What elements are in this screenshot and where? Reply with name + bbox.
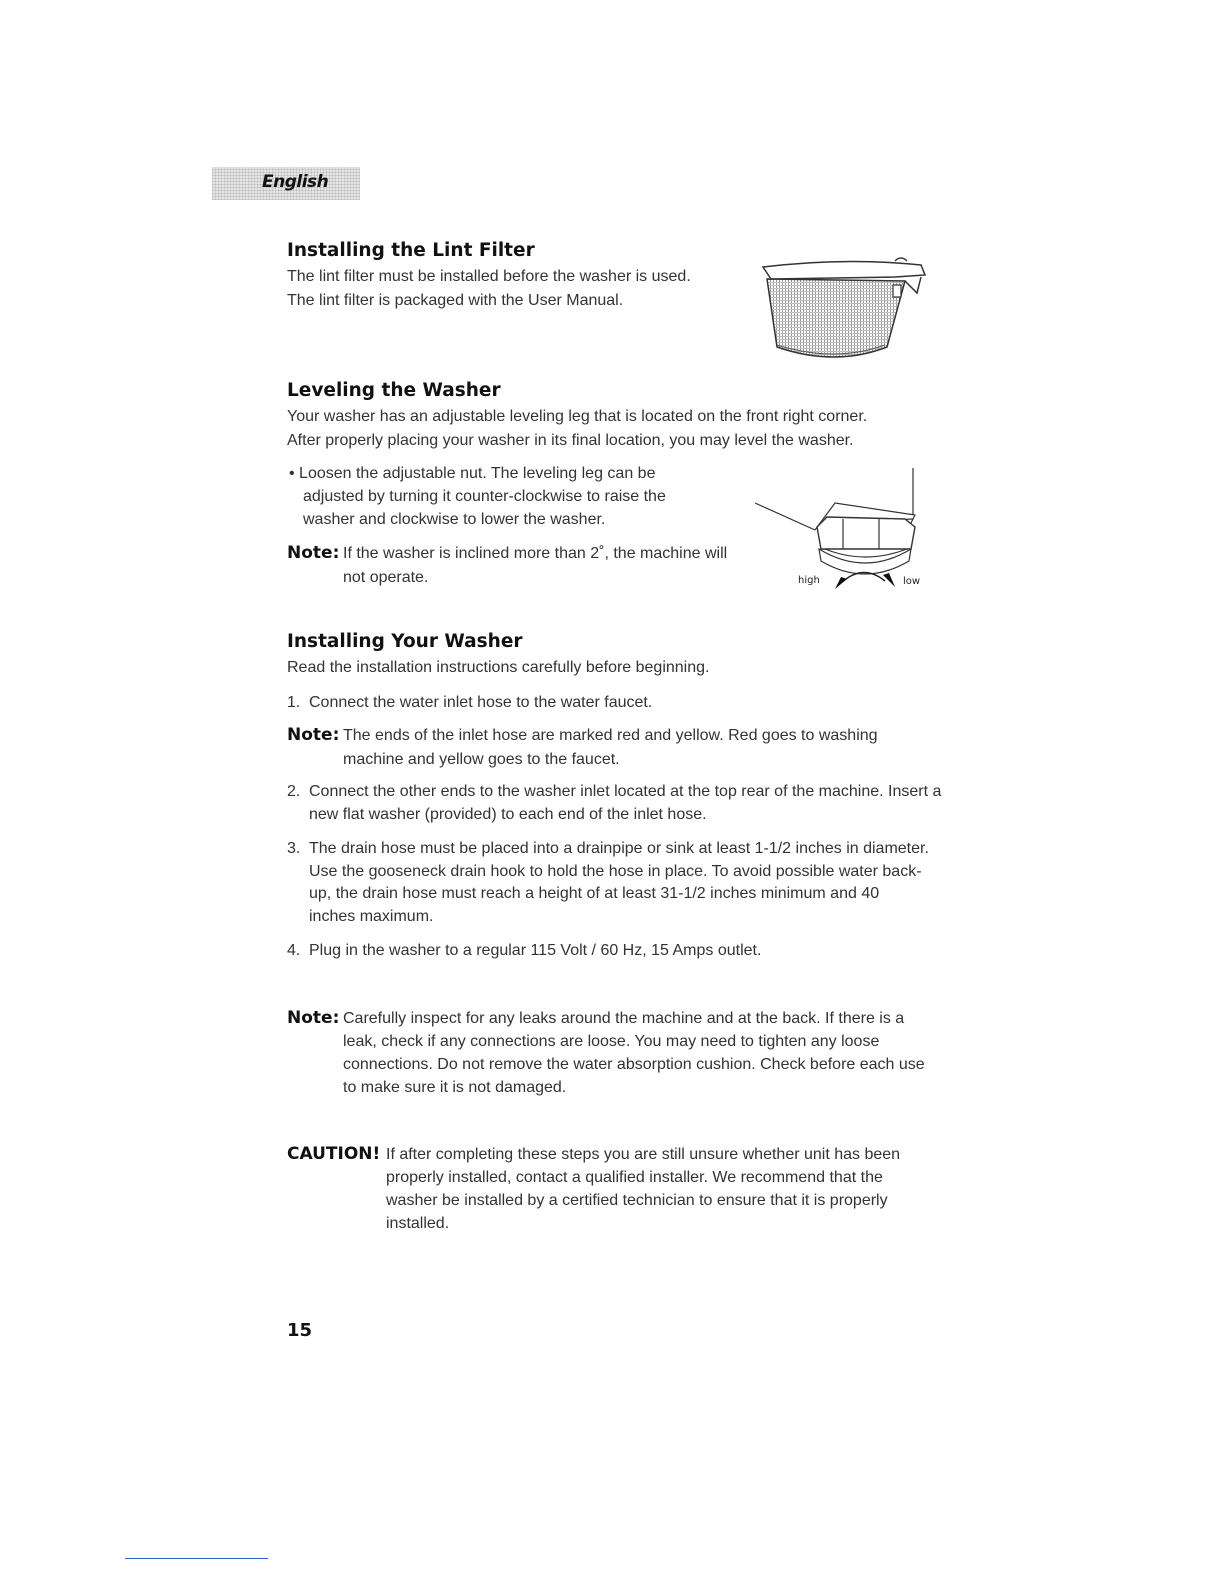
installing-intro: Read the installation instructions carefully before beginning.	[287, 659, 710, 676]
install-note	[287, 724, 927, 772]
language-label: English	[262, 172, 329, 192]
leveling-line-2: After properly placing your washer in its final location, you may level the washer.	[287, 432, 854, 449]
leveling-note-label: Note:	[287, 543, 340, 563]
lint-filter-illustration	[755, 255, 935, 370]
leveling-line-1: Your washer has an adjustable leveling leg that is located on the front right corner.	[287, 408, 868, 425]
lint-filter-line-1: The lint filter must be installed before the washer is used.	[287, 268, 691, 285]
low-label: low	[903, 576, 921, 587]
install-note-text: The ends of the inlet hose are marked red and yellow. Red goes to washing machine and yellow goes to the faucet.	[343, 727, 878, 768]
leveling-bullet: • Loosen the adjustable nut. The leveling leg can be adjusted by turning it counter-clockwise to raise the washer and clockwise to lower the washer.	[289, 465, 666, 528]
leveling-note	[287, 542, 747, 590]
step-3: 3. The drain hose must be placed into a drainpipe or sink at least 1-1/2 inches in diameter. Use the gooseneck drain hook to hold the hose in place. To avoid possible water back-up, the drain hose must reach a height of at least 31-1/2 inches minimum and 40 inches maximum.	[287, 840, 929, 925]
leak-note-label: Note:	[287, 1008, 340, 1028]
lint-filter-line-2: The lint filter is packaged with the User Manual.	[287, 292, 624, 309]
language-tab	[212, 167, 360, 200]
leak-note	[287, 1007, 927, 1099]
high-label: high	[798, 575, 820, 586]
page-number: 15	[287, 1320, 313, 1341]
leveling-note-text: If the washer is inclined more than 2˚, the machine will not operate.	[343, 545, 728, 586]
step-2: 2. Connect the other ends to the washer inlet located at the top rear of the machine. Insert a new flat washer (provided) to each end of the inlet hose.	[287, 783, 942, 823]
install-note-label: Note:	[287, 725, 340, 745]
leak-note-text: Carefully inspect for any leaks around the machine and at the back. If there is a leak, check if any connections are loose. You may need to tighten any loose connections. Do not remove the water absorption cushion. Check before each use to make sure it is not damaged.	[343, 1010, 925, 1096]
caution-block	[287, 1143, 937, 1235]
step-1: 1. Connect the water inlet hose to the water faucet.	[287, 694, 653, 711]
leveling-leg-illustration	[755, 465, 940, 595]
step-4: 4. Plug in the washer to a regular 115 Volt / 60 Hz, 15 Amps outlet.	[287, 942, 762, 959]
caution-text: If after completing these steps you are still unsure whether unit has been properly installed, contact a qualified installer. We recommend that the washer be installed by a certified technician to ensure that it is properly installed.	[386, 1146, 901, 1232]
bottom-rule	[125, 1558, 268, 1559]
caution-label: CAUTION!	[287, 1144, 381, 1164]
installing-heading: Installing Your Washer	[287, 631, 523, 652]
leveling-heading: Leveling the Washer	[287, 380, 501, 401]
lint-filter-heading: Installing the Lint Filter	[287, 240, 535, 261]
